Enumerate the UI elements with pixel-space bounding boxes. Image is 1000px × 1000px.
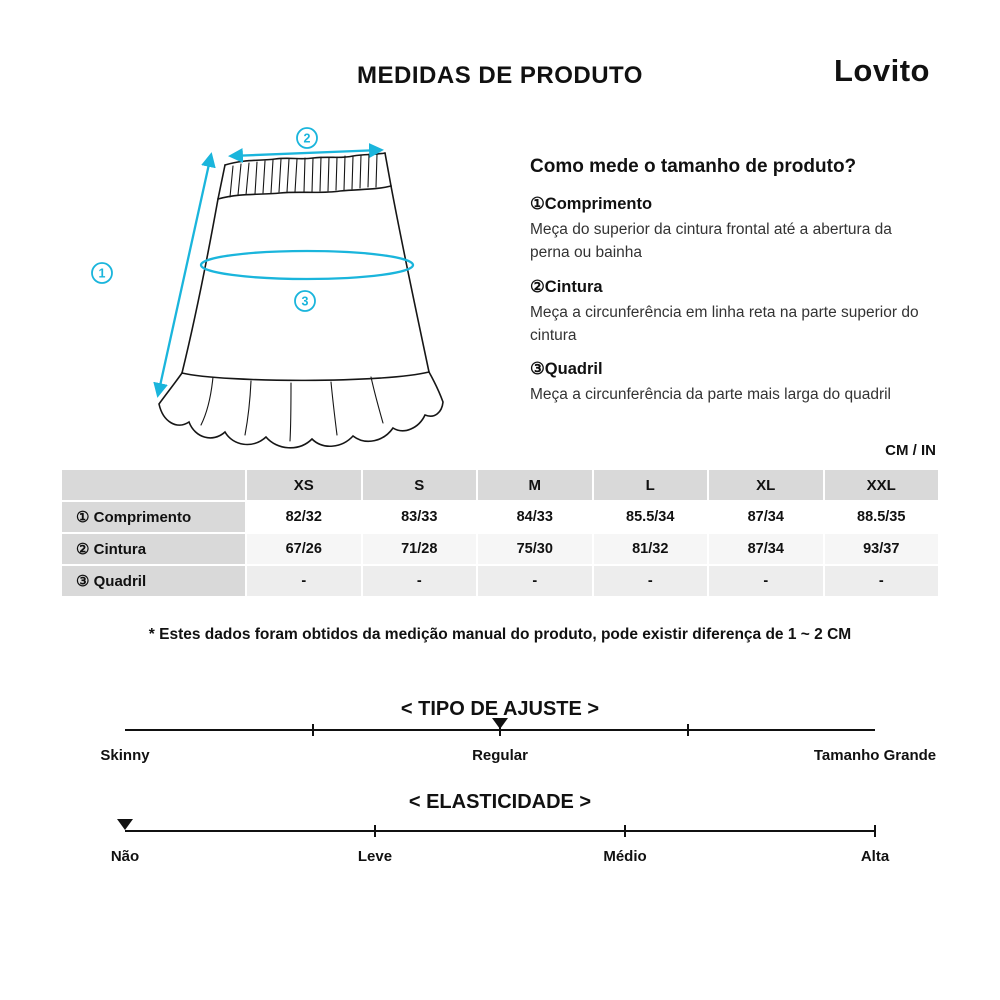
table-row-quadril [61,565,939,597]
size-column-header: XS [246,469,362,501]
table-row-comprimento [61,501,939,533]
hip-measure-ellipse [201,251,413,279]
size-cell: 87/34 [708,501,824,533]
callouts [92,128,317,311]
size-cell: 71/28 [362,533,478,565]
size-cell: - [362,565,478,597]
size-cell: - [824,565,940,597]
fit-scale-tick [687,724,689,736]
size-column-header: XXL [824,469,940,501]
measure-row-label: ③ Quadril [61,565,246,597]
elasticity-scale-tick [374,825,376,837]
guide-item-comprimento-desc: Meça do superior da cintura frontal até a abertura da perna ou bainha [530,221,892,262]
size-cell: 85.5/34 [593,501,709,533]
product-diagram [85,125,505,455]
size-cell: - [593,565,709,597]
size-cell: 93/37 [824,533,940,565]
measure-row-label: ① Comprimento [61,501,246,533]
guide-item-cintura-label: ②Cintura [530,277,603,296]
measure-row-label: ② Cintura [61,533,246,565]
size-cell: 87/34 [708,533,824,565]
guide-item-quadril-label: ③Quadril [530,360,603,378]
fit-scale-tick [312,724,314,736]
size-cell: - [246,565,362,597]
elasticity-scale-tick [874,825,876,837]
size-cell: 81/32 [593,533,709,565]
guide-heading: Como mede o tamanho de produto? [530,156,857,177]
fit-scale [100,729,937,764]
size-cell: 88.5/35 [824,501,940,533]
elasticity-scale-title: < ELASTICIDADE > [408,791,592,813]
fit-label-tamanho-grande: Tamanho Grande [813,747,937,764]
brand-logo: Lovito [834,53,930,88]
callout-3-number: 3 [301,294,309,309]
elasticity-label-alta: Alta [860,848,890,865]
size-column-header: M [477,469,593,501]
callout-2-number: 2 [303,131,311,146]
size-cell: 75/30 [477,533,593,565]
fit-label-regular: Regular [472,747,528,764]
size-table-header-row [61,469,939,501]
measurement-annotations [158,150,413,395]
measurement-disclaimer: * Estes dados foram obtidos da medição manual do produto, pode existir diferença de 1 ~ 2 CM [148,626,852,643]
table-corner-cell [61,469,246,501]
elasticity-scale-tick [624,825,626,837]
guide-item-cintura-desc: Meça a circunferência em linha reta na parte superior do cintura [530,303,919,344]
elasticity-label-leve: Leve [357,848,393,865]
size-cell: 67/26 [246,533,362,565]
size-column-header: S [362,469,478,501]
skirt-illustration [85,125,505,455]
table-row-cintura [61,533,939,565]
elasticity-scale [110,830,890,865]
page-title: MEDIDAS DE PRODUTO [357,62,643,89]
size-cell: - [708,565,824,597]
size-cell: 84/33 [477,501,593,533]
callout-1-number: 1 [98,266,106,281]
elasticity-marker-icon [117,819,133,830]
units-label: CM / IN [885,442,936,459]
size-cell: 83/33 [362,501,478,533]
size-column-header: L [593,469,709,501]
size-table [60,468,940,598]
guide-item-quadril-desc: Meça a circunferência da parte mais larga do quadril [530,386,891,403]
fit-marker-icon [492,718,508,729]
fit-label-skinny: Skinny [100,747,150,764]
elasticity-label-nao: Não [110,848,140,865]
size-column-header: XL [708,469,824,501]
fit-scale-title: < TIPO DE AJUSTE > [400,698,600,720]
size-cell: 82/32 [246,501,362,533]
elasticity-label-medio: Médio [603,848,647,865]
size-cell: - [477,565,593,597]
guide-item-comprimento-label: ①Comprimento [530,195,653,213]
measure-guide [530,156,930,406]
